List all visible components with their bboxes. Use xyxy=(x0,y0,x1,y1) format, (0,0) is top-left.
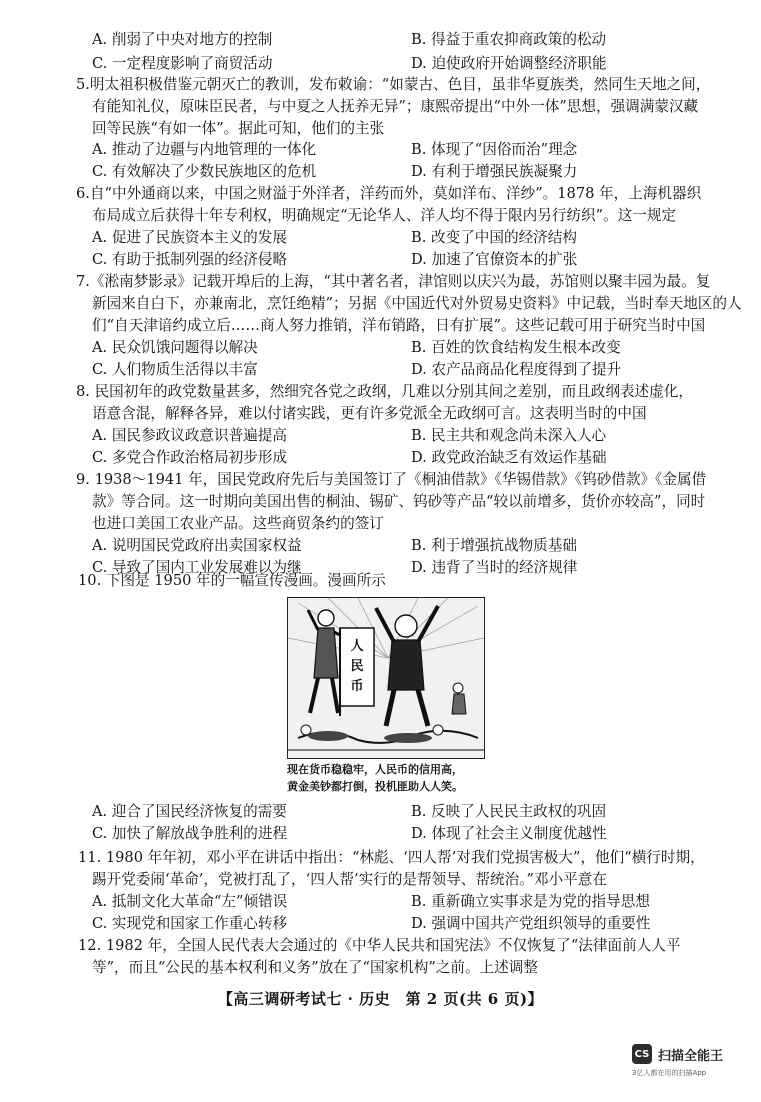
q8-option-c: C. 多党合作政治格局初步形成 xyxy=(92,449,288,466)
scanner-badge xyxy=(632,1044,723,1064)
q9-option-a: A. 说明国民党政府出卖国家权益 xyxy=(92,537,302,554)
q5-option-d: D. 有利于增强民族凝聚力 xyxy=(411,163,578,180)
cartoon-caption-line-2: 黄金美钞都打倒，投机匪助人人笑。 xyxy=(287,780,463,793)
q10-option-c: C. 加快了解放战争胜利的进程 xyxy=(92,825,288,842)
q5-option-b: B. 体现了“因俗而治”理念 xyxy=(411,141,578,158)
svg-text:民: 民 xyxy=(350,659,364,674)
q8-option-d: D. 政党政治缺乏有效运作基础 xyxy=(411,449,607,466)
q11-option-d: D. 强调中国共产党组织领导的重要性 xyxy=(411,915,651,932)
q12-stem-line-1: 12. 1982 年，全国人民代表大会通过的《中华人民共和国宪法》不仅恢复了“法律面前人人平 xyxy=(78,937,681,954)
page-footer: 【高三调研考试七 · 历史 第 2 页(共 6 页)】 xyxy=(217,990,544,1008)
q9-stem-line-1: 9. 1938～1941 年，国民党政府先后与美国签订了《桐油借款》《华锡借款》《钨砂借款》《金属借 xyxy=(76,471,707,488)
q7-option-d: D. 农产品商品化程度得到了提升 xyxy=(411,361,622,378)
q5-option-c: C. 有效解决了少数民族地区的危机 xyxy=(92,163,317,180)
q7-stem-line-2: 新园来自白下，亦兼南北，烹饪绝精”；另据《中国近代对外贸易史资料》中记载，当时奉天地区的人 xyxy=(92,295,742,312)
q9-stem-line-3: 也进口美国工农业产品。这些商贸条约的签订 xyxy=(92,515,384,532)
q8-stem-line-2: 语意含混，解释各异，难以付诸实践，更有许多党派全无政纲可言。这表明当时的中国 xyxy=(92,405,647,422)
q10-stem-line-1: 10. 下图是 1950 年的一幅宣传漫画。漫画所示 xyxy=(78,572,386,589)
scanner-tagline: 3亿人都在用的扫描App xyxy=(632,1069,707,1077)
scanner-logo-icon: CS xyxy=(632,1044,652,1064)
q9-option-d: D. 违背了当时的经济规律 xyxy=(411,559,578,576)
q11-stem-line-1: 11. 1980 年年初，邓小平在讲话中指出：“林彪、‘四人帮’对我们党损害极大”，他们“横行时期， xyxy=(78,849,705,866)
q9-option-c: C. 导致了国内工业发展难以为继 xyxy=(92,559,302,576)
q4-option-a: A. 削弱了中央对地方的控制 xyxy=(92,31,273,48)
q7-option-b: B. 百姓的饮食结构发生根本改变 xyxy=(411,339,621,356)
q7-option-c: C. 人们物质生活得以丰富 xyxy=(92,361,258,378)
q7-option-a: A. 民众饥饿问题得以解决 xyxy=(92,339,258,356)
q4-option-d: D. 迫使政府开始调整经济职能 xyxy=(411,55,607,72)
q9-stem-line-2: 款》等合同。这一时期向美国出售的桐油、锡矿、钨砂等产品“较以前增多，货价亦较高”，同时 xyxy=(92,493,706,510)
q6-option-d: D. 加速了官僚资本的扩张 xyxy=(411,251,578,268)
q4-option-b: B. 得益于重农抑商政策的松动 xyxy=(411,31,607,48)
scanner-name: 扫描全能王 xyxy=(658,1048,724,1064)
q8-option-b: B. 民主共和观念尚未深入人心 xyxy=(411,427,607,444)
q5-stem-line-2: 有能知礼仪，原味臣民者，与中夏之人抚养无异”；康熙帝提出“中外一体”思想，强调满蒙汉藏 xyxy=(92,98,699,115)
propaganda-cartoon xyxy=(287,597,485,759)
q5-option-a: A. 推动了边疆与内地管理的一体化 xyxy=(92,141,317,158)
q11-option-c: C. 实现党和国家工作重心转移 xyxy=(92,915,288,932)
q10-option-a: A. 迎合了国民经济恢复的需要 xyxy=(92,803,287,820)
q5-stem-line-1: 5.明太祖积极借鉴元朝灭亡的教训，发布敕谕：“如蒙古、色目，虽非华夏族类，然同生天地之间， xyxy=(76,76,711,93)
q5-stem-line-3: 回等民族“有如一体”。据此可知，他们的主张 xyxy=(92,120,385,137)
q7-stem-line-3: 们“自天津谙约成立后……商人努力推销，洋布销路，日有扩展”。这些记载可用于研究当时中国 xyxy=(92,317,706,334)
q11-option-a: A. 抵制文化大革命“左”倾错误 xyxy=(92,893,288,910)
q9-option-b: B. 利于增强抗战物质基础 xyxy=(411,537,577,554)
svg-text:币: 币 xyxy=(350,679,364,694)
q11-option-b: B. 重新确立实事求是为党的指导思想 xyxy=(411,893,650,910)
q6-option-a: A. 促进了民族资本主义的发展 xyxy=(92,229,287,246)
cartoon-caption-line-1: 现在货币稳稳牢，人民币的信用高， xyxy=(287,763,463,776)
q6-option-b: B. 改变了中国的经济结构 xyxy=(411,229,577,246)
q12-stem-line-2: 等”，而且“公民的基本权利和义务”放在了“国家机构”之前。上述调整 xyxy=(92,959,538,976)
q10-option-b: B. 反映了人民民主政权的巩固 xyxy=(411,803,607,820)
q8-option-a: A. 国民参政议政意识普遍提高 xyxy=(92,427,287,444)
cartoon-drawing xyxy=(288,598,484,758)
q7-stem-line-1: 7.《淞南梦影录》记载开埠后的上海，“其中著名者，津馆则以庆兴为最，苏馆则以聚丰园为最。复 xyxy=(76,273,711,290)
q6-stem-line-1: 6.自“中外通商以来，中国之财溢于外洋者，洋药而外，莫如洋布、洋纱”。1878 年，上海机器织 xyxy=(76,185,702,202)
q4-option-c: C. 一定程度影响了商贸活动 xyxy=(92,55,273,72)
svg-text:人: 人 xyxy=(350,639,364,654)
q8-stem-line-1: 8. 民国初年的政党数量甚多，然细究各党之政纲，几难以分别其间之差别，而且政纲表述虚化， xyxy=(76,383,693,400)
q6-stem-line-2: 布局成立后获得十年专利权，明确规定“无论华人、洋人均不得于限内另行纺织”。这一规定 xyxy=(92,207,677,224)
q10-option-d: D. 体现了社会主义制度优越性 xyxy=(411,825,607,842)
q11-stem-line-2: 踢开党委闹‘革命’，党被打乱了，‘四人帮’实行的是帮领导、帮统治。”邓小平意在 xyxy=(92,871,607,888)
q6-option-c: C. 有助于抵制列强的经济侵略 xyxy=(92,251,288,268)
